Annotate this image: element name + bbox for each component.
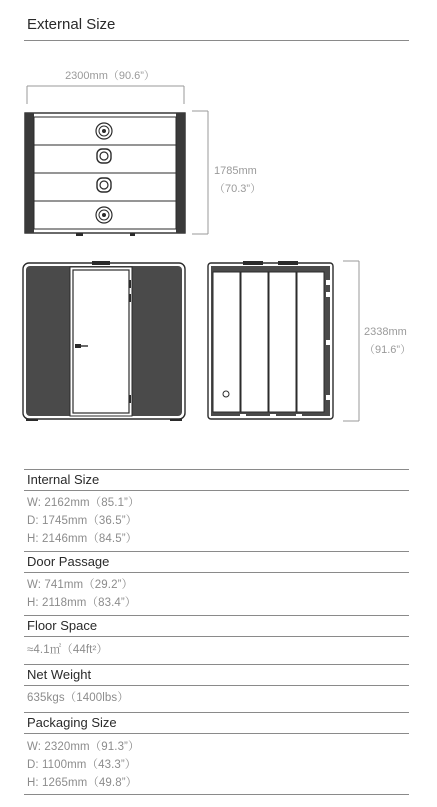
section-divider [24, 469, 409, 470]
section-divider [24, 712, 409, 713]
packaging-size-height: H: 1265mm（49.8”） [27, 777, 138, 789]
depth-dimension-in: （70.3”） [214, 183, 262, 195]
door-passage-width: W: 741mm（29.2”） [27, 579, 134, 591]
door-passage-title: Door Passage [27, 554, 110, 569]
height-dimension-in: （91.6”） [364, 344, 412, 356]
section-divider [24, 572, 409, 573]
packaging-size-title: Packaging Size [27, 715, 117, 730]
internal-size-title: Internal Size [27, 472, 100, 487]
height-dimension-mm: 2338mm [364, 326, 407, 338]
section-divider [24, 490, 409, 491]
section-divider [24, 551, 409, 552]
page-title: External Size [27, 16, 116, 33]
door-passage-height: H: 2118mm（83.4”） [27, 597, 137, 609]
section-divider [24, 664, 409, 665]
section-divider [24, 636, 409, 637]
section-divider [24, 794, 409, 795]
internal-size-depth: D: 1745mm（36.5”） [27, 515, 138, 527]
floor-space-title: Floor Space [27, 618, 98, 633]
section-divider [24, 615, 409, 616]
width-dimension-label: 2300mm（90.6”） [65, 70, 155, 82]
internal-size-width: W: 2162mm（85.1”） [27, 497, 140, 509]
net-weight-title: Net Weight [27, 667, 92, 682]
floor-space-value: ≈4.1㎡（44ft²） [27, 644, 109, 656]
net-weight-value: 635kgs（1400lbs） [27, 692, 129, 704]
section-divider [24, 733, 409, 734]
section-divider [24, 685, 409, 686]
packaging-size-width: W: 2320mm（91.3”） [27, 741, 140, 753]
packaging-size-depth: D: 1100mm（43.3”） [27, 759, 137, 771]
internal-size-height: H: 2146mm（84.5”） [27, 533, 138, 545]
depth-dimension-mm: 1785mm [214, 165, 257, 177]
